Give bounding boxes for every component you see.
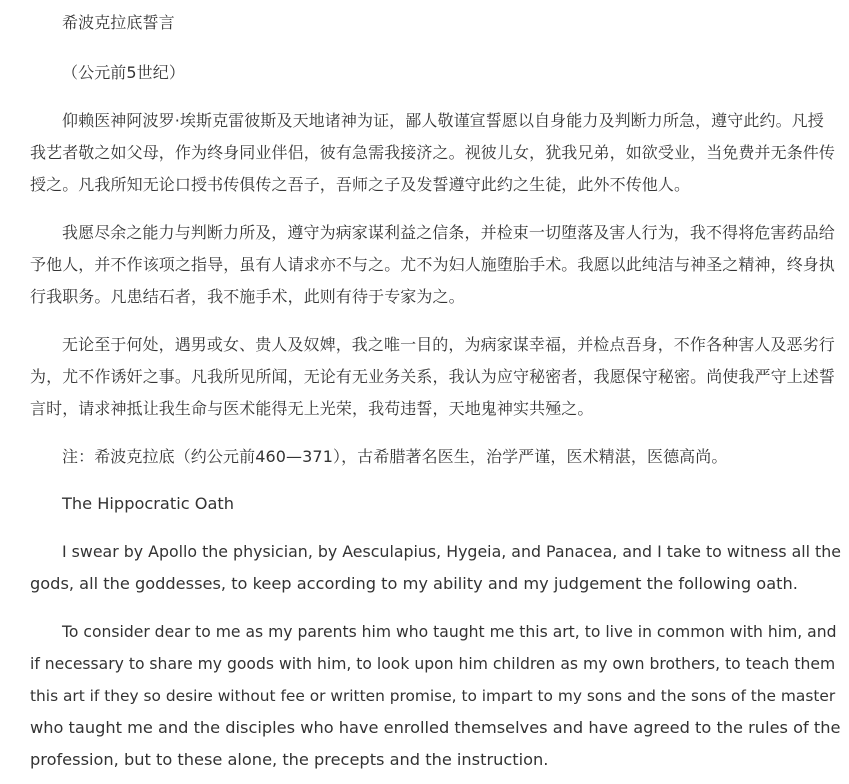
text-line: 言时，请求神抵让我生命与医术能得无上光荣，我苟违誓，天地鬼神实共殛之。 [30, 399, 594, 418]
text-line: 予他人，并不作该项之指导，虽有人请求亦不与之。尤不为妇人施堕胎手术。我愿以此纯洁与神圣之精神，终身执 [30, 255, 836, 274]
text-line: 无论至于何处，遇男或女、贵人及奴婢，我之唯一目的，为病家谋幸福，并检点吾身，不作各种害人及恶劣行 [62, 335, 835, 354]
english-title: The Hippocratic Oath [62, 494, 235, 513]
text-line: if necessary to share my goods with him, to look upon him children as my own brothers, to teach them [30, 655, 836, 673]
text-line: I swear by Apollo the physician, by Aesculapius, Hygeia, and Panacea, and I take to witness all the [62, 542, 841, 561]
text-line: gods, all the goddesses, to keep according to my ability and my judgement the following oath. [30, 574, 798, 593]
text-line: 行我职务。凡患结石者，我不施手术，此则有待于专家为之。 [30, 287, 465, 306]
text-line: 授之。凡我所知无论口授书传俱传之吾子，吾师之子及发誓遵守此约之生徒，此外不传他人。 [30, 175, 691, 194]
text-line: 我愿尽余之能力与判断力所及，遵守为病家谋利益之信条，并检束一切堕落及害人行为，我不得将危害药品给 [62, 223, 835, 242]
text-line: 我艺者敬之如父母，作为终身同业伴侣，彼有急需我接济之。视彼儿女，犹我兄弟，如欲受业，当免费并无条件传 [30, 143, 836, 162]
chinese-era: （公元前5世纪） [62, 63, 185, 82]
text-line: 仰赖医神阿波罗·埃斯克雷彼斯及天地诸神为证，鄙人敬谨宣誓愿以自身能力及判断力所急，遵守此约。凡授 [62, 111, 824, 130]
text-line: To consider dear to me as my parents him who taught me this art, to live in common with him, and [62, 623, 837, 641]
text-line: profession, but to these alone, the precepts and the instruction. [30, 750, 549, 769]
text-line: this art if they so desire without fee or written promise, to impart to my sons and the sons of the master [30, 687, 836, 705]
chinese-note: 注：希波克拉底（约公元前460—371），古希腊著名医生，治学严谨，医术精湛，医德高尚。 [62, 447, 728, 466]
text-line: who taught me and the disciples who have enrolled themselves and have agreed to the rules of the [30, 718, 841, 737]
chinese-title: 希波克拉底誓言 [62, 13, 175, 32]
text-line: 为，尤不作诱奸之事。凡我所见所闻，无论有无业务关系，我认为应守秘密者，我愿保守秘密。尚使我严守上述誓 [30, 367, 836, 386]
